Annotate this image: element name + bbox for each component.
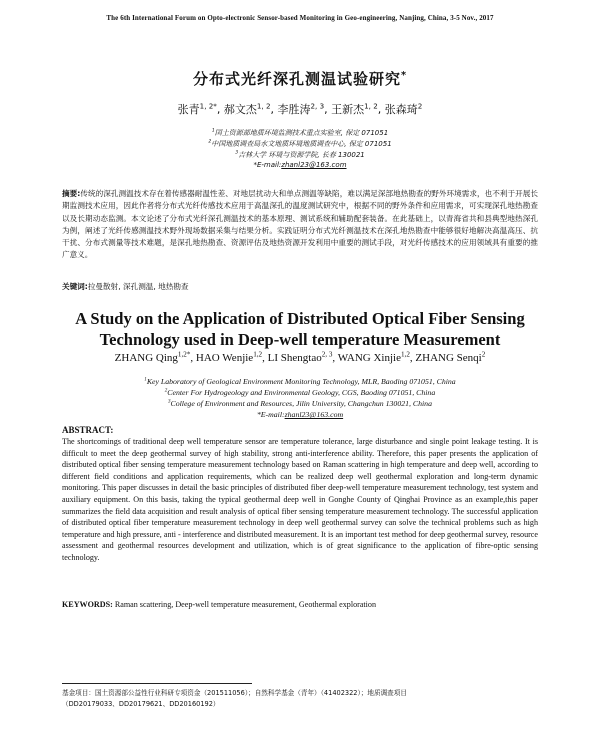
- en-author-sup: 1,2: [253, 350, 263, 359]
- cn-author: 张青: [177, 103, 200, 116]
- en-affil-text: College of Environment and Resources, Jilin University, Changchun 130021, China: [170, 399, 432, 408]
- en-abstract-label: ABSTRACT:: [62, 425, 114, 435]
- funding-footnote: [62, 688, 538, 710]
- cn-affil-text: 国土资源部地质环境监测技术重点实验室, 保定 071051: [214, 129, 389, 137]
- cn-abstract-label: 摘要:: [62, 189, 81, 198]
- funding-line2: （DD20179033、DD20179621、DD20160192）: [62, 700, 220, 708]
- cn-keywords-label: 关键词:: [62, 282, 88, 291]
- funding-line1: 基金项目：国土资源部公益性行业科研专项资金（201511056）；自然科学基金（青年）（41402322）；地质调查项目: [62, 689, 407, 697]
- cn-author-sup: 2: [417, 101, 423, 111]
- en-title-line1: A Study on the Application of Distributed Optical Fiber Sensing: [75, 309, 525, 328]
- en-title: [0, 308, 600, 350]
- en-affil-text: Key Laboratory of Geological Environment Monitoring Technology, MLR, Baoding 071051, China: [146, 377, 456, 386]
- en-author: ZHANG Qing: [114, 352, 178, 364]
- cn-author-sup: 1, 2: [364, 101, 378, 111]
- footnote-divider: [62, 683, 252, 684]
- en-author-sup: 1,2*: [177, 350, 191, 359]
- cn-author: 张森琦: [384, 103, 418, 116]
- cn-author: 王新杰: [331, 103, 365, 116]
- en-author: WANG Xinjie: [337, 352, 401, 364]
- cn-keywords-text: 拉曼散射, 深孔测温, 地热勘查: [87, 282, 189, 291]
- en-affil-sup: 1: [144, 376, 147, 383]
- en-author-sup: 1,2: [400, 350, 410, 359]
- cn-affiliation: [0, 150, 600, 160]
- cn-author-sup: 1, 2: [256, 101, 271, 111]
- cn-title-mark: *: [400, 70, 408, 81]
- cn-affil-text: 吉林大学 环境与资源学院, 长春 130021: [238, 151, 365, 159]
- en-abstract: The shortcomings of traditional deep well temperature sensor are temperature tolerance, large disturbance and single point leakage testing. It is difficult to meet the deep geothermal survey of high stability, strong anti-interference ability. Therefore, this paper presents the application of distributed optical fiber sensing temperature measurement technology based on Raman scattering in high temperature and deep well, according to different field conditions and application requirements, which can be realized deep well geothermal exploration and long-term dynamic monitoring. This paper discusses in detail the basic principles of distributed fiber deep-well temperature measurement technology, test system and auxiliary equipment. On this basis, taking the typical geothermal deep well in Gonghe County of Qinghai Province as an example,this paper summarizes the field data acquisition and result analysis of optical fiber sensing temperature measurement technology. The successful application of distributed optical fiber temperature measurement technology in deep well geothermal survey can solve the technical problems such as high temperature and high pressure, anti - interference and distributed measurement. It is an important test method for deep geothermal survey, resource assessment and geothermal resources development and utilization, which is of great significance to the application of fibre-optic sensing technology.: [62, 437, 538, 562]
- cn-email-link[interactable]: zhanl23@163.com: [281, 161, 347, 169]
- cn-author-sup: 1, 2*: [199, 101, 217, 111]
- en-author: ZHANG Senqi: [415, 352, 482, 364]
- en-affil-sup: 3: [168, 398, 171, 405]
- cn-title-text: 分布式光纤深孔测温试验研究: [192, 70, 401, 88]
- cn-author: 郝文杰: [223, 103, 257, 116]
- en-affiliation: [0, 399, 600, 408]
- en-affil-text: Center For Hydrogeology and Environmental Geology, CGS, Baoding 071051, China: [167, 388, 436, 397]
- cn-author: 李胜涛: [277, 103, 311, 116]
- en-affiliation: [0, 377, 600, 386]
- en-author-sup: 2, 3: [321, 350, 333, 359]
- cn-author-sup: 2, 3: [310, 101, 325, 111]
- en-keywords-label: KEYWORDS:: [62, 600, 113, 609]
- cn-affil-text: 中国地质调查局水文地质环境地质调查中心, 保定 071051: [211, 140, 392, 148]
- cn-abstract: [62, 188, 538, 262]
- en-keywords-text: Raman scattering, Deep-well temperature measurement, Geothermal exploration: [114, 600, 377, 609]
- cn-affiliation: [0, 139, 600, 149]
- cn-keywords: [62, 281, 538, 292]
- cn-affiliation: [0, 128, 600, 138]
- en-title-line2: Technology used in Deep-well temperature Measurement: [99, 330, 501, 349]
- cn-affil-sup: 3: [235, 150, 239, 156]
- en-author: HAO Wenjie: [195, 352, 254, 364]
- cn-email-label: *E-mail:: [253, 161, 282, 169]
- en-email-link[interactable]: zhanl23@163.com: [284, 410, 344, 419]
- en-affiliation: [0, 388, 600, 397]
- en-author: LI Shengtao: [267, 352, 322, 364]
- cn-affil-sup: 2: [208, 139, 212, 145]
- cn-abstract-text: 传统的深孔测温技术存在着传感器耐温性差、对地层扰动大和单点测温等缺陷，难以满足深部地热勘查的野外环境需求，也不利于开展长期监测技术应用，因此作者将分布式光纤传感技术应用于高温深孔的温度测试研究中，根据不同的野外条件和应用需求，可实现深孔地热勘查以及长期动态监测。本文论述了分布式光纤深孔测温技术的基本原理、测试系统和辅助配套装备。在此基础上，以青海省共和县典型地热深孔为例，阐述了光纤传感测温技术野外现场数据采集与结果分析。实践证明分布式光纤测温技术在深孔地热勘查中能够很好地解决高温高压、抗干扰、分布式测量等技术难题，是深孔地热勘查、资源评估及地热资源开发利用中重要的测试手段，对光纤传感技术的应用领域具有重要的推广意义。: [62, 189, 538, 260]
- cn-title: [0, 68, 600, 89]
- cn-email: [0, 161, 600, 169]
- conference-header: The 6th International Forum on Opto-electronic Sensor-based Monitoring in Geo-engineering, Nanjing, China, 3-5 Nov., 2017: [106, 14, 494, 22]
- cn-authors: 张青$^{1, 2*}$, 郝文杰$^{1, 2}$, 李胜涛$^{2, 3}$, 王新杰$^{1, 2}$, 张森琦$^2$: [177, 101, 423, 116]
- en-author-sup: 2: [481, 350, 486, 359]
- en-email: [0, 410, 600, 419]
- en-email-label: *E-mail:: [256, 410, 285, 419]
- en-affil-sup: 2: [164, 387, 168, 394]
- en-authors: ZHANG Qing$^{1,2*}$, HAO Wenjie$^{1,2}$, LI Shengtao$^{2, 3}$, WANG Xinjie$^{1,2}$, ZHANG Senqi$^2$: [114, 350, 486, 364]
- en-keywords: [62, 600, 538, 609]
- cn-affil-sup: 1: [211, 128, 215, 134]
